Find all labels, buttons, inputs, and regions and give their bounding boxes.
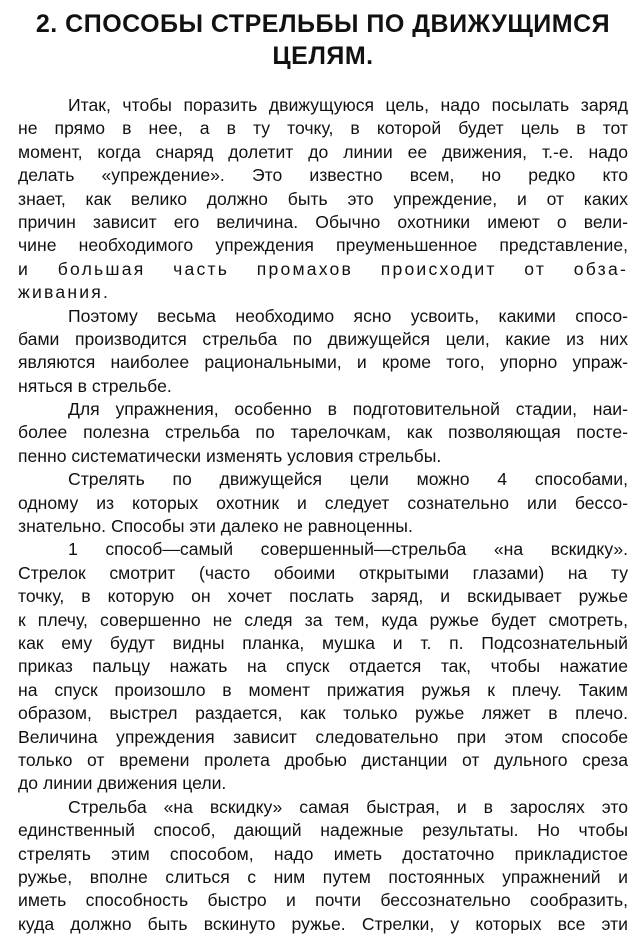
text-line: одному из которых охотник и следует сознательно или бессо- [18,492,628,513]
section-heading-line-1: 2. СПОСОБЫ СТРЕЛЬБЫ ПО ДВИЖУЩИМСЯ [35,10,611,38]
text-line: единственный способ, дающий надежные результаты. Но чтобы [18,820,628,841]
text-line: куда должно быть вскинуто ружье. Стрелки, у которых все эти [18,913,628,934]
text-line: причин зависит его величина. Обычно охотники имеют о вели- [18,211,628,232]
paragraph-4 [18,468,628,538]
text-line: ружье, вполне слиться с ним путем постоянных упражнений и [18,866,628,887]
paragraph-5 [18,538,628,795]
text-line: Стрелять по движущейся цели можно 4 способами, [68,469,628,490]
text-line: момент, когда снаряд долетит до линии ее движения, т.-е. надо [18,141,628,162]
text-line: знает, как велико должно быть это упреждение, и от каких [18,188,628,209]
text-line: Для упражнения, особенно в подготовительной стадии, наи- [68,399,628,420]
text-line: к плечу, совершенно не следя за тем, куда ружье будет смотреть, [18,609,628,630]
text-line: бами производится стрельба по движущейся цели, какие из них [18,328,628,349]
text-line: как ему будут видны планка, мушка и т. п. Подсознательный [18,632,628,653]
text-line: не прямо в нее, а в ту точку, в которой будет цель в тот [18,118,628,139]
text-line-emphasis: живания. [18,282,111,303]
paragraph-2 [18,305,628,399]
text-line: няться в стрельбе. [18,375,172,396]
text-line: образом, выстрел раздается, как только ружье ляжет в плечо. [18,703,628,724]
text-line: Поэтому весьма необходимо ясно усвоить, какими спосо- [68,305,628,326]
text-line: Величина упреждения зависит следовательно при этом способе [18,726,628,747]
text-line: только от времени пролета дробью дистанции от дульного среза [18,749,628,770]
body-text [18,94,628,936]
text-line: делать «упреждение». Это известно всем, но редко кто [18,165,628,186]
text-line: приказ пальцу нажать на спуск отдается так, чтобы нажатие [18,656,628,677]
text-line: иметь способность быстро и почти бессознательно сообразить, [18,890,628,911]
paragraph-3 [18,398,628,468]
text-line: Стрелок смотрит (часто обоими открытыми глазами) на ту [18,562,628,583]
text-line: до линии движения цели. [18,773,227,794]
text-line: на спуск произошло в момент прижатия ружья к плечу. Таким [18,679,628,700]
paragraph-1 [18,94,628,305]
section-heading-line-2: ЦЕЛЯМ. [272,42,374,70]
paragraph-6 [18,796,628,936]
section-heading [18,8,628,72]
text-line: 1 способ—самый совершенный—стрельба «на вскидку». [68,539,628,560]
text-line: знательно. Способы эти далеко не равноценны. [18,516,413,537]
text-line-emphasis: и большая часть промахов происходит от обза- [18,258,628,279]
text-line: точку, в которую он хочет послать заряд, и вскидывает ружье [18,586,628,607]
text-line: пенно систематически изменять условия стрельбы. [18,445,442,466]
text-line: Стрельба «на вскидку» самая быстрая, и в зарослях это [68,796,628,817]
text-line: стрелять этим способом, надо иметь достаточно прикладистое [18,843,628,864]
text-line: Итак, чтобы поразить движущуюся цель, надо посылать заряд [68,95,628,115]
text-line: чине необходимого упреждения преуменьшенное представление, [18,235,628,256]
text-line: являются наиболее рациональными, и кроме того, упорно упраж- [18,352,628,373]
text-line: более полезна стрельба по тарелочкам, как позволяющая посте- [18,422,628,443]
